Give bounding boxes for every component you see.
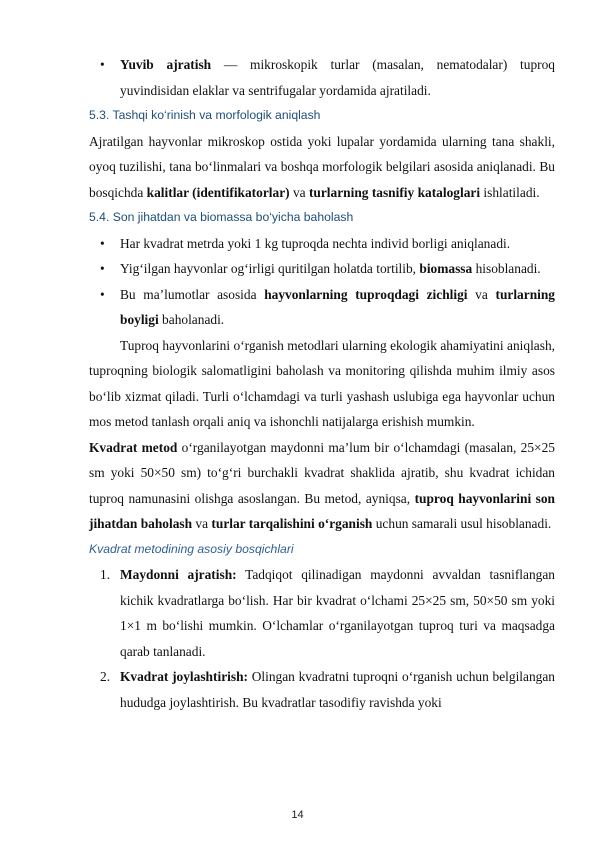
bullet-dot-icon: • [100,286,105,302]
paragraph-5-3: Ajratilgan hayvonlar mikroskop ostida yoki lupalar yordamida ularning tana shakli, oyoq tuzilishi, tana bo‘linmalari va boshqa morfologik belgilari asosida aniqlanadi. Bu bosqichda kalitlar (identifikatorlar) va turlarning tasnifiy kataloglari ishlatiladi. [89,133,555,200]
kvadrat-steps-heading: Kvadrat metodining asosiy bosqichlari [89,541,294,556]
bullet-biomassa: • Yig‘ilgan hayvonlar og‘irligi quritilgan holatda tortilib, biomassa hisoblanadi. [89,256,555,282]
summary-paragraph: Tuproq hayvonlarini o‘rganish metodlari ularning ekologik ahamiyatini aniqlash, tuproqning biologik salomatligini baholash va monitoring qilishda muhim ilmiy asos bo‘lib xizmat qiladi. Turli o‘lchamdagi va turli yashash uslubiga ega hayvonlar uchun mos metod tanlash orqali aniq va ishonchli natijalarga erishish mumkin. [89,337,555,429]
bullet-zichlik: • Bu ma’lumotlar asosida hayvonlarning tuproqdagi zichligi va turlarning boyligi baholanadi. [89,282,555,333]
section-heading-5-3: 5.3. Tashqi ko‘rinish va morfologik aniqlash [89,108,321,122]
section-heading-5-4: 5.4. Son jihatdan va biomassa bo‘yicha baholash [89,210,354,224]
bullet-dot-icon: • [100,235,105,251]
bullet-yuvib [89,52,555,103]
step-item-1: 1. Maydonni ajratish: Tadqiqot qilinadigan maydonni avvaldan tasniflangan kichik kvadratlarga bo‘lish. Har bir kvadrat o‘lchami 25×25 sm, 50×50 sm yoki 1×1 m bo‘lishi mumkin. O‘lchamlar o‘rganilayotgan tuproq turi va maqsadga qarab tanlanadi. [100,567,555,659]
bullet-bold: Yuvib ajratish [120,57,212,72]
bullet-kvadrat-metr: • Har kvadrat metrda yoki 1 kg tuproqda nechta individ borligi aniqlanadi. [89,231,555,257]
bullet-dot-icon: • [100,57,105,72]
step-item-2: 2. Kvadrat joylashtirish: Olingan kvadratni tuproqni o‘rganish uchun belgilangan hududga joylashtirish. Bu kvadratlar tasodifiy ravishda yoki [100,669,555,710]
bullet-dot-icon: • [100,261,105,276]
bullet-text: — mikroskopik turlar (masalan, nematodalar) tuproq yuvindisidan elaklar va sentrifugalar yordamida ajratiladi. [120,57,555,98]
kvadrat-paragraph: Kvadrat metod o‘rganilayotgan maydonni ma’lum bir o‘lchamdagi (masalan, 25×25 sm yoki 50×50 sm) to‘g‘ri burchakli kvadrat shaklida ajratib, shu kvadrat ichidan tuproq namunasini olishga asoslangan. Bu metod, ayniqsa, tuproq hayvonlarini son jihatdan baholash va turlar tarqalishini o‘rganish uchun samarali usul hisoblanadi. [89,439,556,531]
page-number: 14 [291,809,304,821]
page-content [89,52,555,715]
